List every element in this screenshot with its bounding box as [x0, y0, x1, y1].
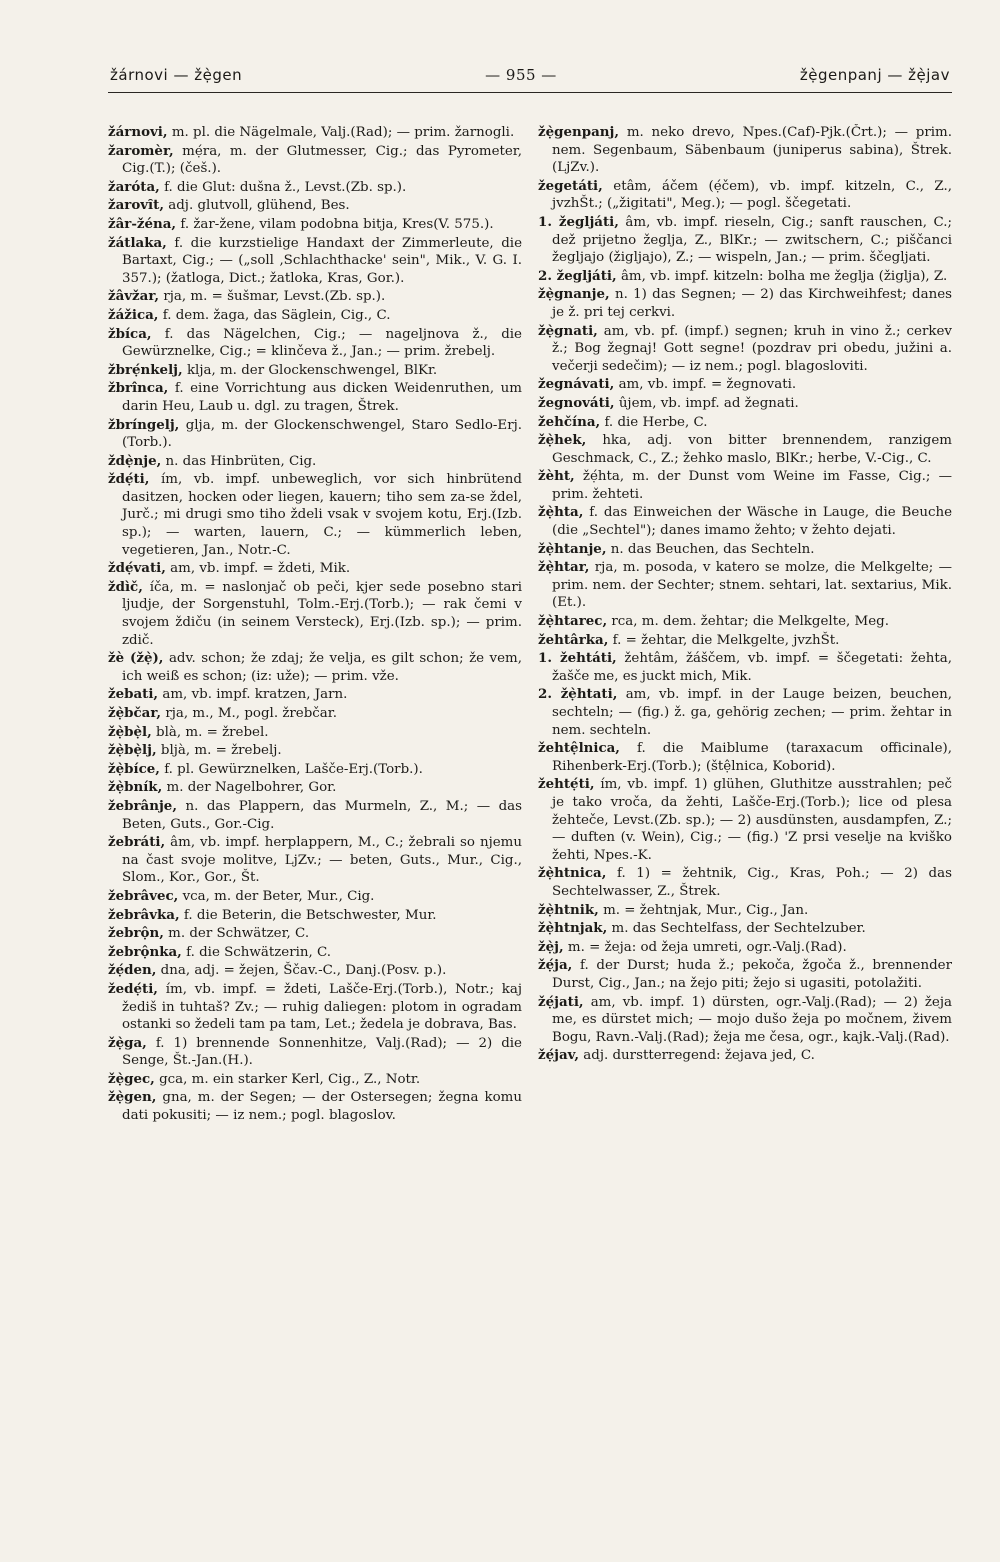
entry-headword: žẹ̀bník, — [108, 779, 163, 796]
entry-headword: žẹ̀htar, — [538, 559, 590, 576]
entry-definition: žẹ́hta, m. der Dunst vom Weine im Fasse, Cig.; — prim. žehteti. — [552, 469, 952, 502]
dictionary-entry — [538, 994, 952, 1047]
dictionary-entry — [108, 888, 522, 906]
entry-headword: žèht, — [538, 468, 575, 485]
dictionary-entry — [108, 834, 522, 887]
dictionary-entry — [108, 197, 522, 215]
entry-definition: klja, m. der Glockenschwengel, BlKr. — [186, 362, 438, 378]
entry-definition: f. die Glut: dušna ž., Levst.(Zb. sp.). — [164, 179, 407, 195]
dictionary-entry — [108, 650, 522, 685]
entry-definition: m. = žeja: od žeja umreti, ogr.-Valj.(Rad). — [567, 939, 847, 955]
dictionary-entry — [108, 962, 522, 980]
header-left-guide-words: žárnovi — žẹ̀gen — [110, 66, 243, 84]
entry-headword: žebrâvka, — [108, 906, 180, 923]
dictionary-entry — [108, 235, 522, 288]
dictionary-entry — [108, 124, 522, 142]
entry-definition: rja, m. = šušmar, Levst.(Zb. sp.). — [163, 289, 386, 305]
entry-headword: ždìč, — [108, 578, 143, 595]
entry-headword: žẹ́den, — [108, 962, 157, 979]
dictionary-entry — [538, 740, 952, 775]
entry-headword: žẹ̀gnati, — [538, 322, 598, 339]
dictionary-entry — [538, 432, 952, 467]
entry-definition: am, vb. impf. 1) dürsten, ogr.-Valj.(Rad); — 2) žeja me, es dürstet mich; — mojo dušo žeja po močnem, živem Bogu, Ravn.-Valj.(Rad); žeja me česa, ogr., kajk.-Valj.(Rad). — [552, 994, 952, 1045]
entry-headword: žẹ̀gen, — [108, 1089, 157, 1106]
entry-headword: žátlaka, — [108, 234, 167, 251]
entry-definition: f. eine Vorrichtung aus dicken Weidenruthen, um darin Heu, Laub u. dgl. zu tragen, Štrek. — [122, 381, 522, 414]
entry-headword: žẹ̀htnjak, — [538, 920, 608, 937]
entry-definition: am, vb. impf. kratzen, Jarn. — [162, 687, 348, 703]
entry-headword: žẹ̀genpanj, — [538, 124, 620, 140]
entry-definition: f. žar-žene, vilam podobna bitja, Kres(V. 575.). — [180, 216, 494, 232]
dictionary-entry — [538, 686, 952, 739]
entry-definition: f. 1) brennende Sonnenhitze, Valj.(Rad); — 2) die Senge, Št.-Jan.(H.). — [122, 1035, 522, 1069]
entry-headword: žegnávati, — [538, 376, 615, 393]
dictionary-entry — [108, 179, 522, 197]
header-right-guide-words: žẹ̀genpanj — žẹ̀jav — [799, 66, 950, 84]
dictionary-entry — [538, 468, 952, 503]
entry-definition: vca, m. der Beter, Mur., Cig. — [182, 888, 375, 904]
entry-headword: žaromèr, — [108, 142, 174, 159]
entry-definition: f. pl. Gewürznelken, Lašče-Erj.(Torb.). — [164, 761, 423, 777]
entry-headword: žâr-žéna, — [108, 215, 177, 232]
entry-definition: am, vb. impf. = ždeti, Mik. — [170, 561, 351, 577]
dictionary-entry — [108, 362, 522, 380]
entry-definition: f. die Maiblume (taraxacum officinale), Rihenberk-Erj.(Torb.); (štệlnica, Koborid). — [552, 741, 952, 774]
entry-definition: âm, vb. impf. rieseln, Cig.; sanft rauschen, C.; dež prijetno žeglja, Z., BlKr.; — zwitschern, C.; piščanci žegljajo (žigljajo), Z.; — wispeln, Jan.; — prim. ščegljati. — [552, 214, 952, 266]
entry-headword: 2. žegljáti, — [538, 267, 617, 284]
entry-definition: f. die kurzstielige Handaxt der Zimmerleute, die Bartaxt, Cig.; — („soll ‚Schlachthacke' sein", Mik., V. G. I. 357.); (žatloga, Dict.; žatloka, Kras, Gor.). — [122, 235, 522, 286]
entry-headword: žaróta, — [108, 178, 160, 195]
right-column — [538, 124, 952, 1542]
entry-definition: adj. durstterregend: žejava jed, C. — [583, 1048, 815, 1064]
entry-headword: žẹ́jati, — [538, 993, 584, 1010]
entry-headword: žẹ̀htanje, — [538, 540, 607, 557]
entry-headword: žbrẹ́nkelj, — [108, 361, 183, 378]
entry-headword: žẹ̀ga, — [108, 1034, 147, 1051]
entry-headword: žehtệlnica, — [538, 740, 620, 757]
dictionary-entry — [108, 288, 522, 306]
entry-headword: žâvžar, — [108, 288, 160, 305]
dictionary-entry — [108, 216, 522, 234]
dictionary-entry — [108, 143, 522, 178]
entry-definition: am, vb. pf. (impf.) segnen; kruh in vino ž.; cerkev ž.; Bog žegnaj! Gott segne! (pozdrav pri obedu, južini a. večerji sedečim); — iz nem.; pogl. blagosloviti. — [552, 323, 952, 374]
dictionary-entry — [538, 286, 952, 321]
entry-definition: m. der Nagelbohrer, Gor. — [166, 780, 337, 796]
entry-definition: hka, adj. von bitter brennendem, ranzigem Geschmack, C., Z.; žehko maslo, BlKr.; herbe, V.-Cig., C. — [552, 433, 952, 466]
entry-definition: íča, m. = naslonjač ob peči, kjer sede posebno stari ljudje, der Sorgenstuhl, Tolm.-Erj.(Torb.); — rak čemi v svojem ždiču (in seinem Versteck), Erj.(Izb. sp.); — prim. zdič. — [122, 579, 522, 648]
entry-definition: n. das Plappern, das Murmeln, Z., M.; — das Beten, Guts., Gor.-Cig. — [122, 798, 522, 832]
dictionary-entry — [108, 761, 522, 779]
dictionary-entry — [538, 559, 952, 612]
dictionary-entry — [538, 178, 952, 213]
entry-headword: žẹ̀bẹ̀l, — [108, 723, 152, 740]
dictionary-entry — [108, 417, 522, 452]
entry-headword: žegnováti, — [538, 394, 615, 411]
entry-headword: žẹ̀bẹ̀lj, — [108, 742, 157, 759]
entry-definition: f. der Durst; huda ž.; pekoča, žgoča ž., brennender Durst, Cig., Jan.; na žejo piti; žejo si ugasiti, potolažiti. — [552, 958, 952, 991]
entry-headword: žebráti, — [108, 834, 166, 851]
entry-definition: ûjem, vb. impf. ad žegnati. — [618, 395, 799, 411]
entry-headword: žbíca, — [108, 325, 152, 342]
entry-definition: f. die Herbe, C. — [604, 414, 708, 430]
entry-definition: ím, vb. impf. 1) glühen, Gluthitze ausstrahlen; peč je tako vroča, da žehti, Lašče-Erj.(Torb.); lice od plesa žehteče, Levst.(Zb. sp.); — 2) ausdünsten, ausdampfen, Z.; — duften (v. Wein), Cig.; — (fig.) 'Z prsi veselje na kviško žehti, Npes.-K. — [552, 777, 952, 863]
entry-definition: m. pl. die Nägelmale, Valj.(Rad); — prim. žarnogli. — [171, 125, 515, 140]
entry-definition: rja, m. posoda, v katero se molze, die Melkgelte; — prim. nem. der Sechter; stnem. sehtari, lat. sextarius, Mik.(Et.). — [552, 560, 952, 611]
entry-definition: gca, m. ein starker Kerl, Cig., Z., Notr. — [159, 1071, 421, 1087]
entry-headword: žebrâvec, — [108, 887, 179, 904]
entry-headword: ždẹ̀nje, — [108, 452, 162, 469]
entry-headword: 1. žehtáti, — [538, 650, 617, 667]
entry-headword: 2. žẹ̀htati, — [538, 686, 618, 703]
dictionary-entry — [108, 724, 522, 742]
dictionary-entry — [538, 541, 952, 559]
dictionary-entry — [108, 798, 522, 833]
entry-definition: m. = žehtnjak, Mur., Cig., Jan. — [603, 902, 809, 918]
entry-headword: žarovȋt, — [108, 197, 164, 214]
dictionary-entry — [538, 504, 952, 539]
dictionary-entry — [108, 944, 522, 962]
entry-definition: f. = žehtar, die Melkgelte, jvzhŠt. — [612, 632, 840, 648]
dictionary-entry — [108, 453, 522, 471]
entry-headword: žẹ̀htnica, — [538, 865, 607, 882]
entry-definition: f. das Nägelchen, Cig.; — nageljnova ž., die Gewürznelke, Cig.; = klinčeva ž., Jan.; — prim. žrebelj. — [122, 326, 522, 360]
dictionary-entry — [538, 865, 952, 900]
entry-headword: žebati, — [108, 686, 159, 703]
dictionary-entry — [108, 471, 522, 559]
dictionary-entry — [108, 326, 522, 361]
dictionary-entry — [108, 981, 522, 1034]
dictionary-entry — [538, 395, 952, 413]
entry-definition: m. der Schwätzer, C. — [168, 926, 310, 942]
dictionary-entry — [538, 920, 952, 938]
entry-definition: bljà, m. = žrebelj. — [160, 743, 282, 759]
entry-definition: ím, vb. impf. unbeweglich, vor sich hinbrütend dasitzen, hocken oder liegen, kauern; tiho sem za-se ždel, Jurč.; mi drugi smo tiho ždeli vsak v svojem kotu, Erj.(Izb. sp.); — warten, lauern, C.; — kümmerlich leben, vegetieren, Jan., Notr.-C. — [122, 472, 522, 558]
entry-definition: n. 1) das Segnen; — 2) das Kirchweihfest; danes je ž. pri tej cerkvi. — [552, 287, 952, 320]
entry-headword: žẹ́ja, — [538, 957, 573, 974]
dictionary-entry — [538, 902, 952, 920]
entry-headword: žehtârka, — [538, 631, 609, 648]
dictionary-entry — [538, 650, 952, 685]
entry-headword: žẹ̀bíce, — [108, 760, 160, 777]
entry-definition: f. dem. žaga, das Säglein, Cig., C. — [162, 307, 391, 323]
entry-headword: žbrînca, — [108, 380, 169, 397]
entry-definition: dna, adj. = žejen, Ščav.-C., Danj.(Posv. p.). — [160, 963, 447, 979]
entry-definition: rca, m. dem. žehtar; die Melkgelte, Meg. — [611, 614, 889, 630]
entry-definition: adv. schon; že zdaj; že velja, es gilt schon; že vem, ich weiß es schon; (iz: uže); — prim. vže. — [122, 651, 522, 684]
dictionary-entry — [538, 776, 952, 864]
entry-headword: žedẹ́ti, — [108, 980, 158, 997]
dictionary-entry — [538, 1047, 952, 1065]
entry-definition: m. neko drevo, Npes.(Caf)-Pjk.(Črt.); — prim. nem. Segenbaum, Säbenbaum (juniperus sabina), Štrek.(LjZv.). — [552, 125, 952, 176]
entry-definition: f. die Beterin, die Betschwester, Mur. — [183, 907, 437, 923]
dictionary-entry — [108, 907, 522, 925]
entry-headword: žẹ̀hek, — [538, 432, 587, 449]
entry-definition: âm, vb. impf. kitzeln: bolha me žeglja (žiglja), Z. — [620, 268, 948, 284]
entry-definition: f. 1) = žehtnik, Cig., Kras, Poh.; — 2) das Sechtelwasser, Z., Štrek. — [552, 866, 952, 899]
entry-headword: ždẹ́ti, — [108, 471, 150, 488]
entry-definition: f. die Schwätzerin, C. — [186, 944, 332, 960]
entry-headword: žẹ̀gnanje, — [538, 286, 610, 303]
entry-headword: ždẹ́vati, — [108, 560, 166, 577]
dictionary-entry — [108, 1071, 522, 1089]
dictionary-entry — [108, 1089, 522, 1124]
dictionary-entry — [108, 925, 522, 943]
dictionary-columns — [108, 124, 952, 1542]
dictionary-entry — [108, 560, 522, 578]
entry-definition: am, vb. impf. = žegnovati. — [618, 377, 797, 393]
dictionary-entry — [108, 742, 522, 760]
entry-headword: žẹ̀htnik, — [538, 901, 599, 918]
entry-headword: žẹ̀bčar, — [108, 705, 162, 721]
entry-definition: gna, m. der Segen; — der Ostersegen; žegna komu dati pokusiti; — iz nem.; pogl. blagoslov. — [122, 1090, 522, 1124]
dictionary-entry — [108, 686, 522, 704]
page-number: — 955 — — [485, 66, 557, 84]
entry-headword: žebrộn, — [108, 925, 164, 942]
entry-headword: žbríngelj, — [108, 416, 180, 433]
entry-headword: žegetáti, — [538, 177, 603, 194]
entry-definition: n. das Beuchen, das Sechteln. — [610, 541, 815, 557]
dictionary-entry — [538, 957, 952, 992]
entry-headword: žè (žẹ̀), — [108, 650, 164, 667]
entry-definition: n. das Hinbrüten, Cig. — [165, 453, 317, 469]
entry-headword: žẹ̀htarec, — [538, 613, 608, 630]
entry-headword: žẹ̀gec, — [108, 1070, 155, 1087]
dictionary-entry — [108, 705, 522, 723]
entry-definition: m. das Sechtelfass, der Sechtelzuber. — [611, 921, 866, 937]
left-column — [108, 124, 522, 1542]
entry-definition: adj. glutvoll, glühend, Bes. — [168, 198, 350, 214]
dictionary-entry — [538, 939, 952, 957]
entry-headword: žehtẹ́ti, — [538, 776, 595, 793]
dictionary-entry — [538, 613, 952, 631]
entry-headword: žẹ́jav, — [538, 1047, 579, 1064]
entry-headword: žehčína, — [538, 413, 601, 430]
entry-headword: žárnovi, — [108, 124, 168, 140]
running-header — [110, 62, 950, 88]
entry-definition: rja, m., M., pogl. žrebčar. — [165, 706, 337, 721]
entry-headword: žebrânje, — [108, 797, 177, 814]
dictionary-entry — [108, 380, 522, 415]
entry-headword: žebrộnka, — [108, 943, 182, 960]
dictionary-entry — [538, 376, 952, 394]
entry-definition: glja, m. der Glockenschwengel, Staro Sedlo-Erj.(Torb.). — [122, 417, 522, 451]
entry-headword: žẹ̀hta, — [538, 504, 584, 521]
dictionary-entry — [108, 779, 522, 797]
entry-definition: âm, vb. impf. herplappern, M., C.; žebrali so njemu na čast svoje molitve, LjZv.; — beten, Guts., Mur., Cig., Slom., Kor., Gor., Št. — [122, 835, 522, 886]
entry-definition: etâm, áčem (ẹ́čem), vb. impf. kitzeln, C., Z., jvzhŠt.; („žigitati", Meg.); — pogl. ščegetati. — [552, 178, 952, 212]
dictionary-entry — [538, 632, 952, 650]
entry-headword: 1. žegljáti, — [538, 213, 619, 230]
entry-definition: mẹ́ra, m. der Glutmesser, Cig.; das Pyrometer, Cig.(T.); (češ.). — [122, 143, 522, 177]
dictionary-entry — [108, 307, 522, 325]
entry-headword: žẹ̀j, — [538, 938, 564, 955]
dictionary-entry — [538, 414, 952, 432]
dictionary-entry — [538, 124, 952, 177]
entry-headword: žážica, — [108, 306, 159, 323]
entry-definition: am, vb. impf. in der Lauge beizen, beuchen, sechteln; — (fig.) ž. ga, gehörig zechen; — prim. žehtar in nem. sechteln. — [552, 687, 952, 738]
entry-definition: ím, vb. impf. = ždeti, Lašče-Erj.(Torb.), Notr.; kaj žediš in tuhtaš? Zv.; — ruhig daliegen: plotom in ogradam ostanki so žedeli tam pa tam, Let.; žedela je dobrava, Bas. — [122, 981, 522, 1033]
dictionary-entry — [538, 268, 952, 286]
dictionary-entry — [108, 579, 522, 649]
dictionary-entry — [108, 1035, 522, 1070]
header-rule — [108, 92, 952, 93]
entry-definition: blà, m. = žrebel. — [156, 724, 269, 740]
entry-definition: žehtâm, žáščem, vb. impf. = ščegetati: žehta, žašče me, es juckt mich, Mik. — [552, 651, 952, 684]
dictionary-entry — [538, 323, 952, 376]
dictionary-entry — [538, 214, 952, 267]
entry-definition: f. das Einweichen der Wäsche in Lauge, die Beuche (die „Sechtel"); danes imamo žehto; v žehto dejati. — [552, 505, 952, 539]
